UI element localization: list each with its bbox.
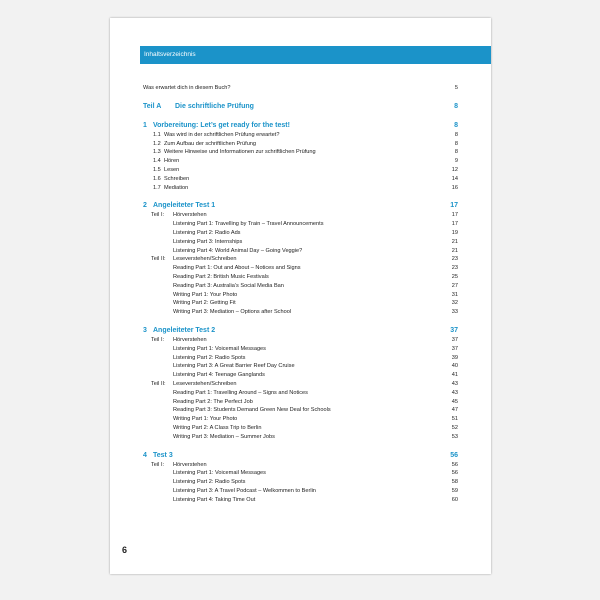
section-page: 37 bbox=[450, 326, 458, 334]
toc-part-entry[interactable] bbox=[143, 345, 458, 354]
book-page bbox=[110, 18, 491, 574]
toc-header-bar: Inhaltsverzeichnis bbox=[140, 46, 491, 64]
subsection-page: 8 bbox=[454, 140, 458, 147]
part-entry-text: Listening Part 3: A Travel Podcast – Welkommen to Berlin bbox=[173, 487, 316, 494]
toc-entry-page: 5 bbox=[454, 85, 458, 91]
toc-teil-heading[interactable] bbox=[143, 211, 458, 220]
teil-label: Teil II: bbox=[151, 256, 166, 263]
part-entry-text: Listening Part 4: World Animal Day – Going Veggie? bbox=[173, 247, 303, 254]
section-number: 1 bbox=[143, 121, 147, 129]
subsection-text: Lesen bbox=[164, 166, 180, 173]
part-entry-page: 53 bbox=[451, 433, 458, 440]
toc-part-entry[interactable] bbox=[143, 433, 458, 442]
teil-label: Teil II: bbox=[151, 380, 166, 387]
part-entry-text: Listening Part 1: Voicemail Messages bbox=[173, 345, 266, 352]
toc-part-entry[interactable] bbox=[143, 478, 458, 487]
toc-part-entry[interactable] bbox=[143, 406, 458, 415]
subsection-number: 1.1 bbox=[153, 131, 161, 138]
teil-page: 56 bbox=[451, 461, 458, 468]
part-entry-text: Writing Part 3: Mediation – Options after School bbox=[173, 309, 292, 316]
toc-teil-heading[interactable] bbox=[143, 380, 458, 389]
part-entry-text: Reading Part 3: Australia’s Social Media Ban bbox=[173, 282, 284, 289]
toc-part-entry[interactable] bbox=[143, 238, 458, 247]
part-entry-text: Writing Part 1: Your Photo bbox=[173, 291, 238, 298]
section-page: 17 bbox=[450, 202, 458, 210]
subsection-page: 16 bbox=[451, 184, 458, 191]
part-entry-page: 19 bbox=[451, 229, 458, 236]
section-number: 3 bbox=[143, 326, 147, 334]
part-entry-page: 37 bbox=[451, 345, 458, 352]
part-entry-page: 60 bbox=[451, 496, 458, 503]
part-entry-text: Listening Part 1: Voicemail Messages bbox=[173, 470, 266, 477]
toc-part-entry[interactable] bbox=[143, 362, 458, 371]
part-entry-text: Writing Part 3: Mediation – Summer Jobs bbox=[173, 433, 275, 440]
toc-part-entry[interactable] bbox=[143, 264, 458, 273]
toc-subsection[interactable] bbox=[143, 157, 458, 166]
subsection-number: 1.6 bbox=[153, 175, 161, 182]
teil-text: Hörverstehen bbox=[173, 461, 207, 468]
toc-part-entry[interactable] bbox=[143, 496, 458, 505]
subsection-page: 8 bbox=[454, 149, 458, 156]
subsection-text: Hören bbox=[164, 158, 180, 165]
part-entry-page: 56 bbox=[451, 470, 458, 477]
section-number: 4 bbox=[143, 451, 147, 459]
part-entry-page: 27 bbox=[451, 282, 458, 289]
part-entry-text: Listening Part 3: A Great Barrier Reef Day Cruise bbox=[173, 363, 295, 370]
part-entry-text: Writing Part 2: A Class Trip to Berlin bbox=[173, 424, 262, 431]
part-entry-page: 47 bbox=[451, 407, 458, 414]
section-page: 56 bbox=[450, 451, 458, 459]
teil-page: 37 bbox=[451, 336, 458, 343]
subsection-text: Zum Aufbau der schriftlichen Prüfung bbox=[164, 140, 257, 147]
part-entry-page: 59 bbox=[451, 487, 458, 494]
toc-entry-intro[interactable] bbox=[143, 84, 458, 93]
part-entry-page: 31 bbox=[451, 291, 458, 298]
toc-part-entry[interactable] bbox=[143, 354, 458, 363]
teil-page: 43 bbox=[451, 380, 458, 387]
toc-teil-heading[interactable] bbox=[143, 461, 458, 470]
toc-part-entry[interactable] bbox=[143, 247, 458, 256]
part-title: Die schriftliche Prüfung bbox=[175, 102, 254, 110]
part-entry-text: Listening Part 2: Radio Spots bbox=[173, 354, 246, 361]
part-entry-page: 21 bbox=[451, 238, 458, 245]
part-entry-page: 58 bbox=[451, 479, 458, 486]
toc-part-entry[interactable] bbox=[143, 487, 458, 496]
toc-part-entry[interactable] bbox=[143, 282, 458, 291]
part-entry-page: 32 bbox=[451, 300, 458, 307]
page-number: 6 bbox=[122, 545, 128, 555]
part-entry-page: 41 bbox=[451, 372, 458, 379]
toc-part-entry[interactable] bbox=[143, 291, 458, 300]
part-entry-text: Reading Part 1: Travelling Around – Signs and Notices bbox=[173, 389, 308, 396]
part-entry-text: Listening Part 4: Taking Time Out bbox=[173, 496, 256, 503]
toc-part-entry[interactable] bbox=[143, 273, 458, 282]
teil-text: Leseverstehen/Schreiben bbox=[173, 380, 237, 387]
subsection-text: Mediation bbox=[164, 184, 189, 191]
toc-section-heading[interactable] bbox=[143, 200, 458, 211]
toc-section-heading[interactable] bbox=[143, 450, 458, 461]
part-entry-page: 45 bbox=[451, 398, 458, 405]
teil-label: Teil I: bbox=[151, 212, 165, 219]
toc-part-entry[interactable] bbox=[143, 469, 458, 478]
part-entry-text: Reading Part 1: Out and About – Notices and Signs bbox=[173, 265, 301, 272]
toc-part-heading[interactable] bbox=[143, 101, 458, 112]
teil-text: Leseverstehen/Schreiben bbox=[173, 256, 237, 263]
toc-teil-heading[interactable] bbox=[143, 255, 458, 264]
part-entry-page: 17 bbox=[451, 221, 458, 228]
teil-page: 23 bbox=[451, 256, 458, 263]
part-entry-page: 51 bbox=[451, 416, 458, 423]
toc-part-entry[interactable] bbox=[143, 229, 458, 238]
section-title: Test 3 bbox=[153, 451, 173, 459]
section-title: Angeleiteter Test 2 bbox=[153, 326, 216, 334]
subsection-number: 1.4 bbox=[153, 158, 161, 165]
toc-subsection[interactable] bbox=[143, 148, 458, 157]
part-entry-text: Listening Part 3: Internships bbox=[173, 238, 243, 245]
toc-section-heading[interactable] bbox=[143, 325, 458, 336]
subsection-page: 12 bbox=[451, 166, 458, 173]
part-entry-page: 39 bbox=[451, 354, 458, 361]
subsection-page: 8 bbox=[454, 131, 458, 138]
part-entry-text: Reading Part 3: Students Demand Green New Deal for Schools bbox=[173, 407, 331, 414]
section-page: 8 bbox=[454, 121, 458, 129]
part-label: Teil A bbox=[143, 102, 162, 110]
part-entry-page: 21 bbox=[451, 247, 458, 254]
part-page: 8 bbox=[454, 102, 458, 110]
subsection-number: 1.7 bbox=[153, 184, 161, 191]
part-entry-page: 25 bbox=[451, 273, 458, 280]
toc-part-entry[interactable] bbox=[143, 371, 458, 380]
toc-part-entry[interactable] bbox=[143, 308, 458, 317]
teil-label: Teil I: bbox=[151, 336, 165, 343]
part-entry-text: Writing Part 2: Getting Fit bbox=[173, 300, 236, 307]
part-entry-page: 40 bbox=[451, 363, 458, 370]
part-entry-text: Listening Part 1: Travelling by Train – Travel Announcements bbox=[173, 221, 324, 228]
part-entry-text: Reading Part 2: British Music Festivals bbox=[173, 273, 269, 280]
teil-text: Hörverstehen bbox=[173, 336, 207, 343]
subsection-text: Schreiben bbox=[164, 175, 190, 182]
toc-subsection[interactable] bbox=[143, 184, 458, 193]
part-entry-text: Listening Part 2: Radio Spots bbox=[173, 479, 246, 486]
toc-part-entry[interactable] bbox=[143, 389, 458, 398]
toc-part-entry[interactable] bbox=[143, 398, 458, 407]
toc-part-entry[interactable] bbox=[143, 415, 458, 424]
subsection-text: Weitere Hinweise und Informationen zur schriftlichen Prüfung bbox=[164, 149, 316, 156]
teil-label: Teil I: bbox=[151, 461, 165, 468]
table-of-contents bbox=[143, 84, 458, 512]
toc-section-heading[interactable] bbox=[143, 120, 458, 131]
toc-subsection[interactable] bbox=[143, 166, 458, 175]
section-title: Vorbereitung: Let’s get ready for the test! bbox=[153, 121, 290, 129]
part-entry-page: 52 bbox=[451, 424, 458, 431]
section-number: 2 bbox=[143, 202, 147, 210]
part-entry-text: Listening Part 4: Teenage Ganglands bbox=[173, 372, 265, 379]
toc-sections bbox=[143, 120, 458, 513]
toc-subsection[interactable] bbox=[143, 140, 458, 149]
subsection-number: 1.5 bbox=[153, 166, 161, 173]
part-entry-text: Listening Part 2: Radio Ads bbox=[173, 229, 241, 236]
part-entry-text: Reading Part 2: The Perfect Job bbox=[173, 398, 253, 405]
subsection-number: 1.3 bbox=[153, 149, 161, 156]
toc-entry-text: Was erwartet dich in diesem Buch? bbox=[143, 85, 231, 91]
subsection-number: 1.2 bbox=[153, 140, 161, 147]
toc-part-entry[interactable] bbox=[143, 220, 458, 229]
toc-part-entry[interactable] bbox=[143, 424, 458, 433]
section-title: Angeleiteter Test 1 bbox=[153, 202, 216, 210]
toc-subsection[interactable] bbox=[143, 175, 458, 184]
part-entry-page: 43 bbox=[451, 389, 458, 396]
subsection-page: 14 bbox=[451, 175, 458, 182]
toc-subsection[interactable] bbox=[143, 131, 458, 140]
part-entry-page: 33 bbox=[451, 309, 458, 316]
toc-teil-heading[interactable] bbox=[143, 336, 458, 345]
subsection-page: 9 bbox=[454, 158, 458, 165]
part-entry-page: 23 bbox=[451, 265, 458, 272]
part-entry-text: Writing Part 1: Your Photo bbox=[173, 416, 238, 423]
teil-text: Hörverstehen bbox=[173, 212, 207, 219]
teil-page: 17 bbox=[451, 212, 458, 219]
subsection-text: Was wird in der schriftlichen Prüfung erwartet? bbox=[164, 131, 280, 138]
toc-part-entry[interactable] bbox=[143, 299, 458, 308]
